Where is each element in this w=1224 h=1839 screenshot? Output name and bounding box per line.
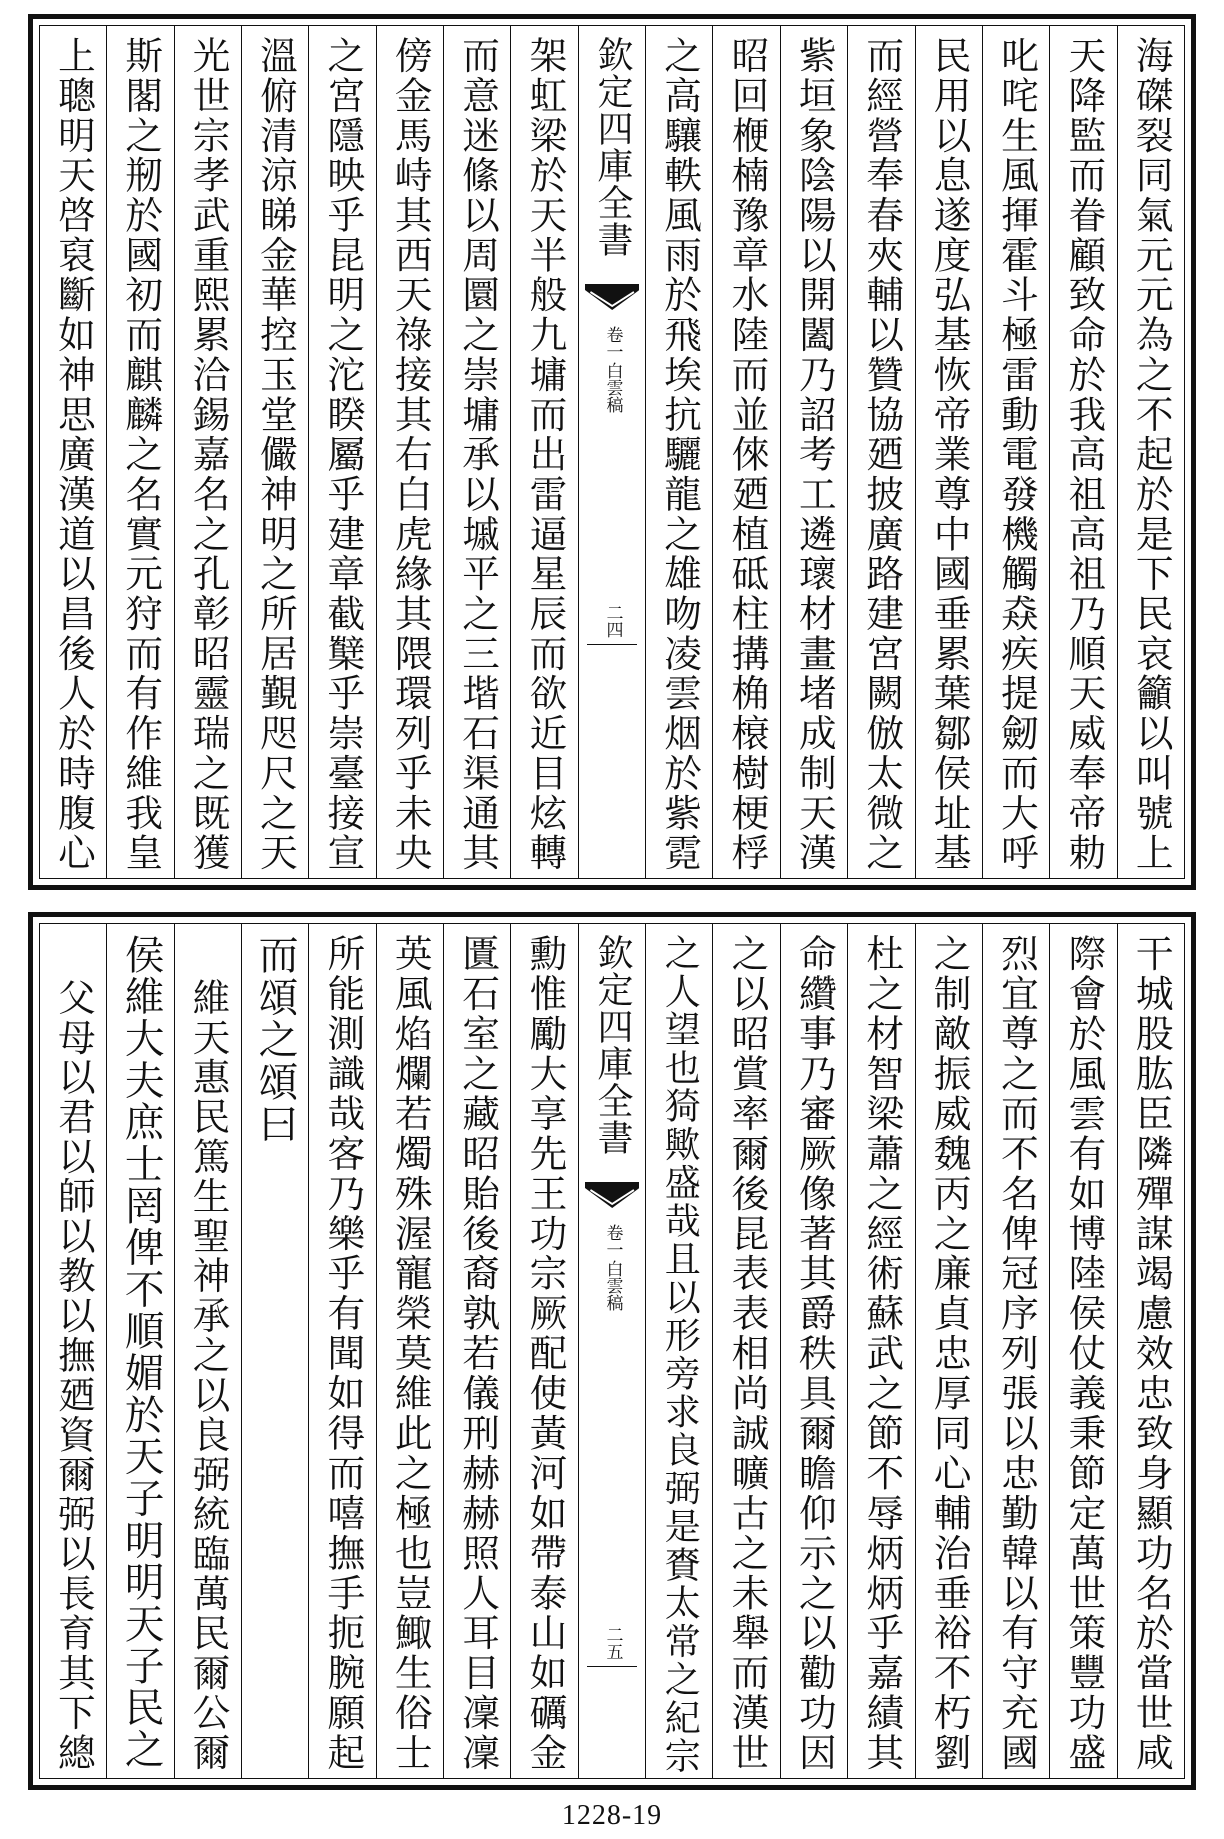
text-column <box>915 924 982 1778</box>
volume-label-chapter: 卷一 <box>602 1224 623 1258</box>
text-column <box>1049 924 1116 1778</box>
text-column <box>847 924 914 1778</box>
text-column <box>510 26 577 878</box>
center-fold-column <box>578 924 645 1778</box>
text-column <box>106 26 173 878</box>
text-column <box>174 26 241 878</box>
text-column <box>780 924 847 1778</box>
volume-label-chapter: 卷一 <box>602 326 623 360</box>
text-column <box>443 924 510 1778</box>
text-column <box>241 924 308 1778</box>
book-title: 欽定四庫全書 <box>591 934 633 1156</box>
page-number: 二四 <box>602 604 623 638</box>
column-text: 干城股肱臣隣殫謀竭慮效忠致身顯功名於當世咸 <box>1129 934 1174 1773</box>
volume-label <box>602 326 623 413</box>
page-number-rule <box>587 644 637 645</box>
page-number: 二五 <box>602 1626 623 1660</box>
text-column <box>40 26 106 878</box>
column-text: 而經營奉春夾輔以贊協廼披廣路建宮闕倣太微之 <box>860 36 905 873</box>
column-text: 維天惠民篤生聖神承之以良弼統臨萬民爾公爾 <box>186 978 231 1773</box>
column-text: 上聰明天啓裒斷如神思廣漢道以昌後人於時腹心 <box>51 36 96 873</box>
fish-tail-mark-icon <box>585 1182 639 1208</box>
column-text: 之以昭賞率爾後昆表表相尚誠曠古之未舉而漢世 <box>725 934 770 1773</box>
text-column <box>1049 26 1116 878</box>
column-text: 烈宜尊之而不名俾冠序列張以忠勤韓以有守充國 <box>994 934 1039 1773</box>
column-text: 海磔裂同氣元元為之不起於是下民哀籲以叫號上 <box>1129 36 1174 873</box>
column-text: 叱咤生風揮霍斗極雷動電發機觸猋疾提劒而大呼 <box>994 36 1039 873</box>
text-column <box>510 924 577 1778</box>
column-text: 匱石室之藏昭貽後裔孰若儀刑赫赫照人耳目凜凜 <box>456 934 501 1773</box>
volume-label <box>602 1224 623 1311</box>
column-text: 之高驤軼風雨於飛埃抗驪龍之雄吻凌雲烟於紫霓 <box>658 36 703 873</box>
page-footer-number: 1228-19 <box>561 1800 663 1831</box>
column-text: 侯維大夫庶士罔俾不順媚於天子明明天子民之 <box>118 934 165 1771</box>
column-text: 所能測識哉客乃樂乎有聞如得而嘻撫手扼腕願起 <box>321 934 366 1773</box>
column-text: 紫垣象陰陽以開闔乃詔考工遴瓌材畫堵成制天漢 <box>792 36 837 873</box>
text-column <box>712 924 779 1778</box>
book-title: 欽定四庫全書 <box>591 36 633 258</box>
column-text: 光世宗孝武重熙累洽錫嘉名之孔彰昭靈瑞之既獲 <box>186 36 231 873</box>
column-text: 杜之材智梁蕭之經術蘇武之節不辱炳炳乎嘉績其 <box>860 934 905 1773</box>
column-text: 際會於風雲有如博陸侯仗義秉節定萬世策豐功盛 <box>1062 934 1107 1773</box>
column-text: 斯閣之剏於國初而麒麟之名實元狩而有作維我皇 <box>119 36 164 873</box>
text-column <box>645 26 712 878</box>
page-number-rule <box>587 1666 637 1667</box>
text-column <box>982 924 1049 1778</box>
column-text: 之制敵振威魏丙之廉貞忠厚同心輔治垂裕不朽劉 <box>927 934 972 1773</box>
text-column <box>40 924 106 1778</box>
text-column <box>308 26 375 878</box>
text-column <box>982 26 1049 878</box>
fish-tail-mark-icon <box>585 284 639 310</box>
column-text: 天降監而眷顧致命於我高祖高祖乃順天威奉帝勅 <box>1062 36 1107 873</box>
top-page-inner-frame <box>39 25 1185 879</box>
text-column <box>780 26 847 878</box>
text-column <box>241 26 308 878</box>
text-column <box>106 924 173 1778</box>
column-text: 民用以息遂度弘基恢帝業尊中國垂累葉鄒侯址基 <box>927 36 972 873</box>
column-text: 而頌之頌曰 <box>252 934 299 1145</box>
column-text: 勳惟勵大享先王功宗厥配使黃河如帶泰山如礪金 <box>523 934 568 1773</box>
column-text: 傍金馬峙其西天祿接其右白虎緣其隈環列乎未央 <box>388 36 433 873</box>
volume-label-book: 白雲稿 <box>602 362 623 413</box>
center-fold-column <box>578 26 645 878</box>
bottom-page-columns <box>40 924 1184 1778</box>
column-text: 之宮隱映乎昆明之沱睽屬乎建章截櫱乎崇臺接宣 <box>321 36 366 873</box>
text-column <box>1117 924 1184 1778</box>
column-text: 架虹梁於天半般九墉而出雷逼星辰而欲近目炫轉 <box>523 36 568 873</box>
bottom-page-frame <box>28 912 1196 1790</box>
text-column <box>712 26 779 878</box>
text-column <box>847 26 914 878</box>
text-column <box>645 924 712 1778</box>
text-column <box>915 26 982 878</box>
column-text: 昭回楩楠豫章水陸而並倈廼植砥柱搆桷榱樹梗桴 <box>725 36 770 873</box>
text-column <box>174 924 241 1778</box>
column-text: 父母以君以師以教以撫廼資爾弼以長育其下總 <box>51 978 96 1773</box>
bottom-page-inner-frame <box>39 923 1185 1779</box>
column-text: 英風焰爛若燭殊渥寵榮莫維此之極也豈鯫生俗士 <box>388 934 433 1773</box>
text-column <box>376 924 443 1778</box>
top-page-frame <box>28 14 1196 890</box>
text-column <box>308 924 375 1778</box>
text-column <box>443 26 510 878</box>
column-text: 溫俯清涼睇金華控玉堂儼神明之所居覲咫尺之天 <box>253 36 298 873</box>
text-column <box>1117 26 1184 878</box>
column-text: 而意迷絛以周圜之崇墉承以墄平之三堦石渠通其 <box>456 36 501 873</box>
column-text: 命纘事乃審厥像著其爵秩具爾瞻仰示之以勸功因 <box>792 934 837 1773</box>
column-text: 之人望也猗歟盛哉且以形旁求良弼是賚太常之紀宗 <box>659 934 701 1776</box>
top-page-columns <box>40 26 1184 878</box>
volume-label-book: 白雲稿 <box>602 1260 623 1311</box>
text-column <box>376 26 443 878</box>
